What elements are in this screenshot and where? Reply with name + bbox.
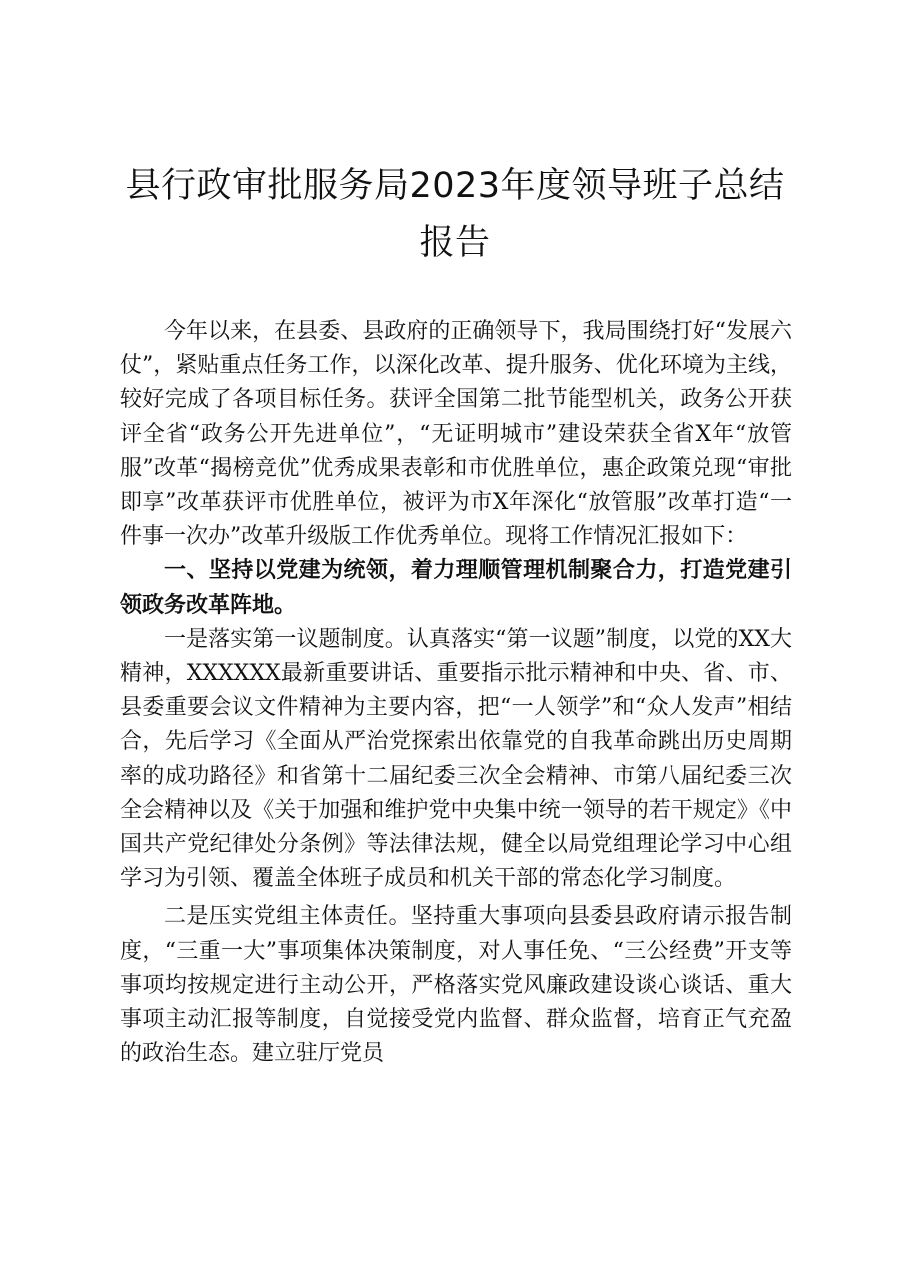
document-title: 县行政审批服务局2023年度领导班子总结报告 [125,166,785,263]
section-heading-1: 一、坚持以党建为统领，着力理顺管理机制聚合力，打造党建引领政务改革阵地。 [120,558,792,618]
intro-paragraph: 今年以来，在县委、县政府的正确领导下，我局围绕打好“发展六仗”，紧贴重点任务工作，以深化改革、提升服务、优化环境为主线，较好完成了各项目标任务。获评全国第二批节能型机关，政务公开获评全省“政务公开先进单位”，“无证明城市”建设荣获全省X年“放管服”改革“揭榜竞优”优秀成果表彰和市优胜单位，惠企政策兑现“审批即享”改革获评市优胜单位，被评为市X年深化“放管服”改革打造“一件事一次办”改革升级版工作优秀单位。现将工作情况汇报如下： [120,319,792,550]
paragraph-first-topic-system: 一是落实第一议题制度。认真落实“第一议题”制度，以党的XX大精神，XXXXXX最新重要讲话、重要指示批示精神和中央、省、市、县委重要会议文件精神为主要内容，把“一人领学”和“众人发声”相结合，先后学习《全面从严治党探索出依靠党的自我革命跳出历史周期率的成功路径》和省第十二届纪委三次全会精神、市第八届纪委三次全会精神以及《关于加强和维护党中央集中统一领导的若干规定》《中国共产党纪律处分条例》等法律法规，健全以局党组理论学习中心组学习为引领、覆盖全体班子成员和机关干部的常态化学习制度。 [120,626,792,892]
document-body [120,315,792,1071]
paragraph-party-group-responsibility: 二是压实党组主体责任。坚持重大事项向县委县政府请示报告制度，“三重一大”事项集体决策制度，对人事任免、“三公经费”开支等事项均按规定进行主动公开，严格落实党风廉政建设谈心谈话、重大事项主动汇报等制度，自觉接受党内监督、群众监督，培育正气充盈的政治生态。建立驻厅党员 [120,904,792,1067]
